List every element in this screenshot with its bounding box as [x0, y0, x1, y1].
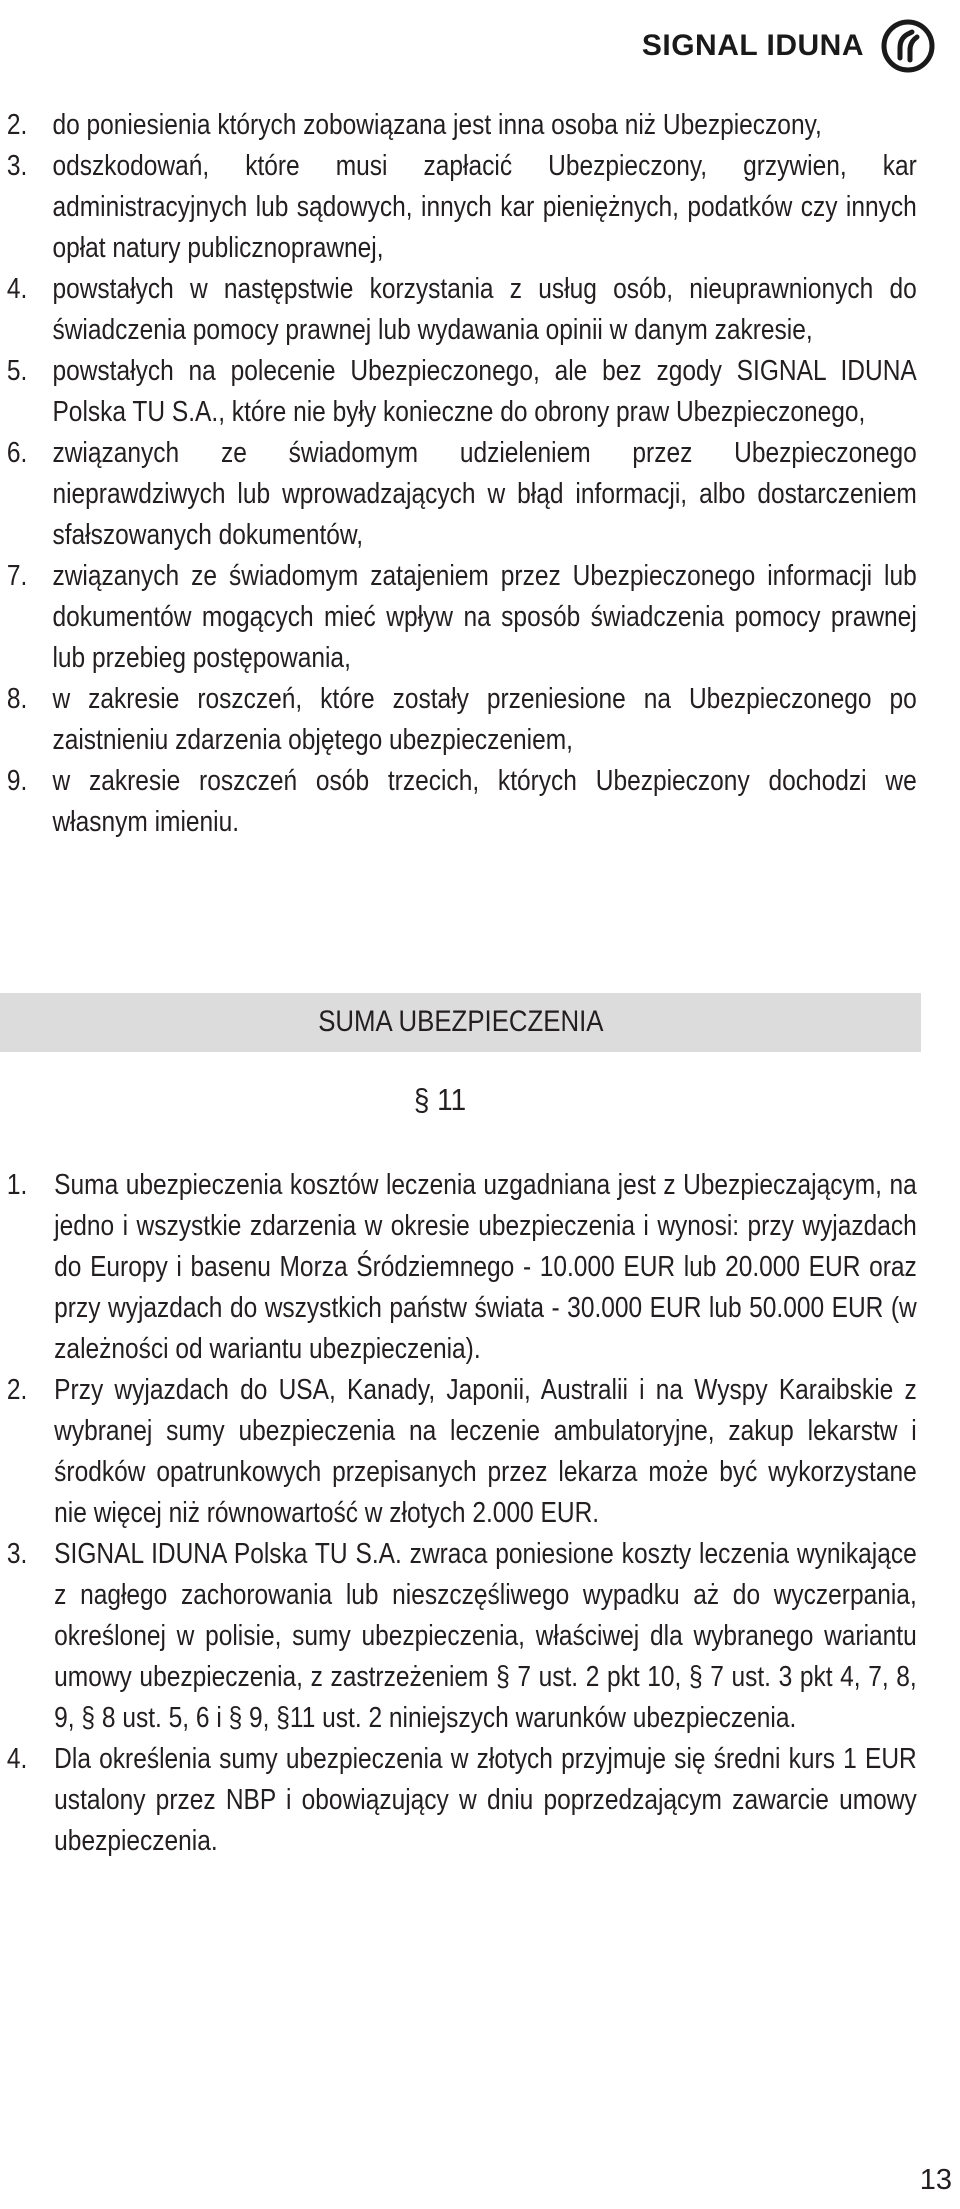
item-text: do poniesienia których zobowiązana jest inna osoba niż Ubezpieczony,	[52, 109, 822, 141]
list-item	[0, 1534, 917, 1739]
list-item	[0, 679, 917, 761]
item-number: 7.	[6, 560, 28, 592]
item-text: SIGNAL IDUNA Polska TU S.A. zwraca poniesione koszty leczenia wynikające z nagłego zachorowania lub nieszczęśliwego wypadku aż do wyczerpania, określonej w polisie, sumy ubezpieczenia, właściwej dla wybranego wariantu umowy ubezpieczenia, z zastrzeżeniem § 7 ust. 2 pkt 10, § 7 ust. 3 pkt 4, 7, 8, 9, § 8 ust. 5, 6 i § 9, §11 ust. 2 niniejszych warunków ubezpieczenia.	[54, 1538, 917, 1734]
item-text: związanych ze świadomym udzieleniem przez Ubezpieczonego nieprawdziwych lub wprowadzających w błąd informacji, albo dostarczeniem sfałszowanych dokumentów,	[52, 437, 917, 551]
section-number	[0, 1080, 880, 1120]
item-number: 3.	[6, 1538, 28, 1570]
section-number-text: § 11	[413, 1082, 467, 1117]
list-item	[0, 146, 917, 269]
exclusions-list	[0, 105, 917, 843]
item-number: 2.	[6, 109, 28, 141]
item-text: związanych ze świadomym zatajeniem przez Ubezpieczonego informacji lub dokumentów mogących mieć wpływ na sposób świadczenia pomocy prawnej lub przebieg postępowania,	[52, 560, 917, 674]
item-number: 4.	[6, 1743, 28, 1775]
section-title	[0, 1002, 921, 1042]
item-number: 3.	[6, 150, 28, 182]
item-number: 5.	[6, 355, 28, 387]
list-item	[0, 556, 917, 679]
page-number: 13	[919, 2164, 952, 2196]
list-item	[0, 1370, 917, 1534]
item-text: Dla określenia sumy ubezpieczenia w złotych przyjmuje się średni kurs 1 EUR ustalony przez NBP i obowiązujący w dniu poprzedzającym zawarcie umowy ubezpieczenia.	[54, 1743, 917, 1857]
list-item	[0, 761, 917, 843]
item-number: 1.	[6, 1169, 28, 1201]
item-number: 4.	[6, 273, 28, 305]
item-text: powstałych w następstwie korzystania z usług osób, nieuprawnionych do świadczenia pomocy prawnej lub wydawania opinii w danym zakresie,	[52, 273, 917, 346]
item-text: w zakresie roszczeń osób trzecich, których Ubezpieczony dochodzi we własnym imieniu.	[52, 765, 917, 838]
item-number: 6.	[6, 437, 28, 469]
list-item	[0, 1165, 917, 1370]
list-item	[0, 1739, 917, 1862]
list-item	[0, 433, 917, 556]
list-item	[0, 269, 917, 351]
item-text: odszkodowań, które musi zapłacić Ubezpieczony, grzywien, kar administracyjnych lub sądowych, innych kar pieniężnych, podatków czy innych opłat natury publicznoprawnej,	[52, 150, 917, 264]
sum-insured-list	[0, 1165, 917, 1862]
item-text: Suma ubezpieczenia kosztów leczenia uzgadniana jest z Ubezpieczającym, na jedno i wszystkie zdarzenia w okresie ubezpieczenia i wynosi: przy wyjazdach do Europy i basenu Morza Śródziemnego - 10.000 EUR lub 20.000 EUR oraz przy wyjazdach do wszystkich państw świata - 30.000 EUR lub 50.000 EUR (w zależności od wariantu ubezpieczenia).	[54, 1169, 917, 1365]
header-brand	[642, 18, 936, 74]
item-number: 9.	[6, 765, 28, 797]
list-item	[0, 105, 826, 146]
signal-iduna-logo-icon	[880, 18, 936, 74]
section-title-text: SUMA UBEZPIECZENIA	[317, 1005, 604, 1038]
item-number: 8.	[6, 683, 28, 715]
item-text: powstałych na polecenie Ubezpieczonego, ale bez zgody SIGNAL IDUNA Polska TU S.A., które nie były konieczne do obrony praw Ubezpieczonego,	[52, 355, 917, 428]
brand-name: SIGNAL IDUNA	[641, 29, 864, 62]
list-item	[0, 351, 917, 433]
item-number: 2.	[6, 1374, 28, 1406]
item-text: Przy wyjazdach do USA, Kanady, Japonii, Australii i na Wyspy Karaibskie z wybranej sumy ubezpieczenia na leczenie ambulatoryjne, zakup lekarstw i środków opatrunkowych przepisanych przez lekarza może być wykorzystane nie więcej niż równowartość w złotych 2.000 EUR.	[54, 1374, 917, 1529]
item-text: w zakresie roszczeń, które zostały przeniesione na Ubezpieczonego po zaistnieniu zdarzenia objętego ubezpieczeniem,	[52, 683, 917, 756]
